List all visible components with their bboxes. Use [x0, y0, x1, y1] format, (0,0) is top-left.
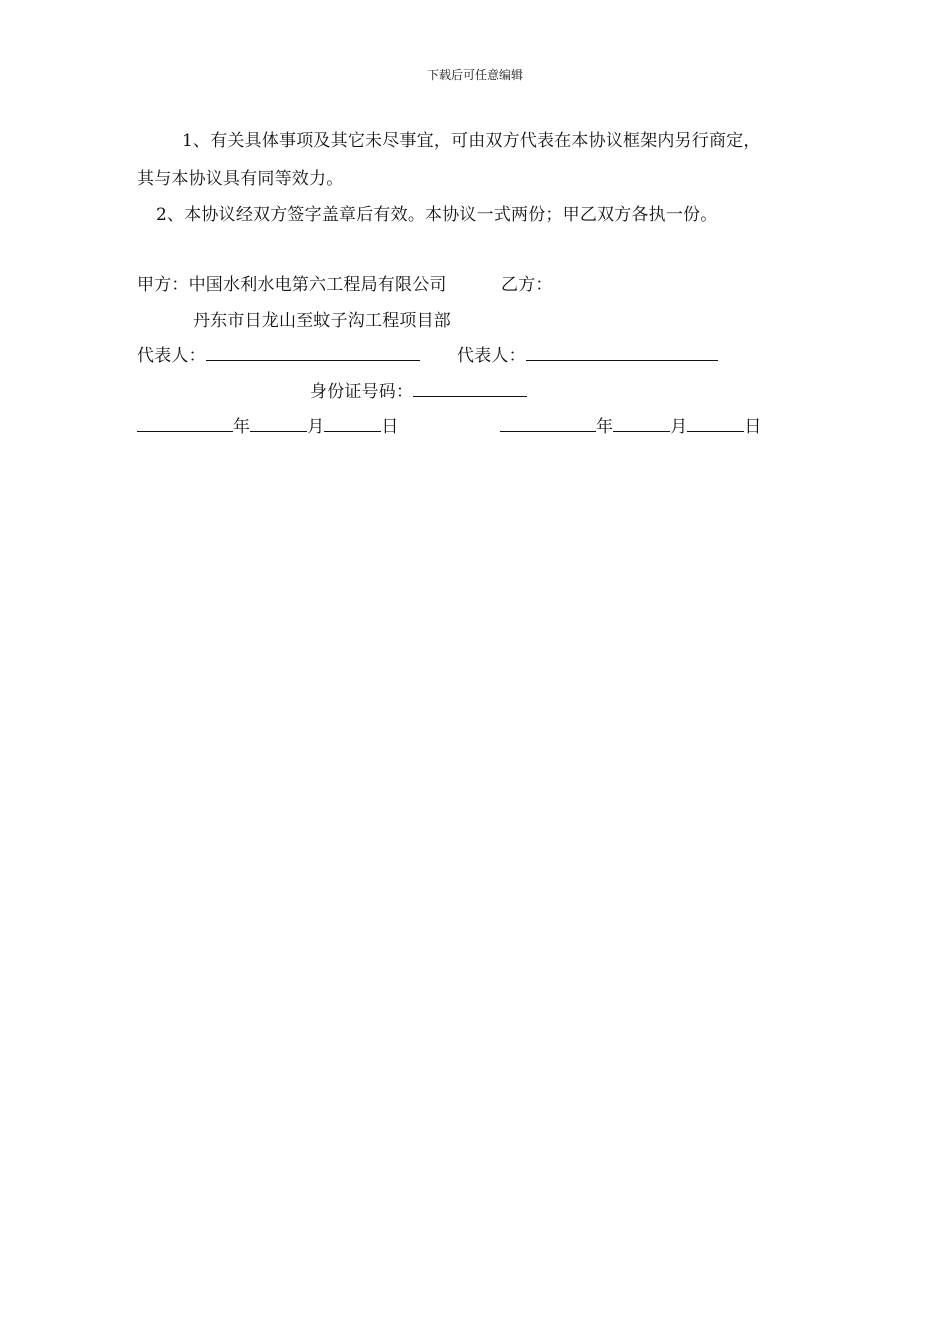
date-b-year-blank[interactable]: [500, 415, 596, 432]
date-b-day-blank[interactable]: [687, 415, 744, 432]
id-number-line: [310, 377, 527, 402]
party-a-department: 丹东市日龙山至蚊子沟工程项目部: [193, 311, 451, 331]
rep-a-label: 代表人：: [137, 346, 206, 366]
date-a-month-blank[interactable]: [250, 415, 307, 432]
id-number-blank[interactable]: [413, 380, 527, 397]
date-a-year-label: 年: [233, 417, 251, 437]
date-a-day-blank[interactable]: [324, 415, 381, 432]
date-a-month-label: 月: [307, 417, 325, 437]
date-b-year-label: 年: [596, 417, 614, 437]
party-a-label: 甲方：: [137, 275, 189, 295]
date-b-month-label: 月: [670, 417, 688, 437]
clause-1-line-1: 1、有关具体事项及其它未尽事宜，可由双方代表在本协议框架内另行商定，: [182, 131, 761, 151]
clause-1-line-2: 其与本协议具有同等效力。: [137, 169, 344, 189]
date-b-month-blank[interactable]: [613, 415, 670, 432]
date-a-year-blank[interactable]: [137, 415, 233, 432]
page-header: 下载后可任意编辑: [426, 68, 523, 82]
party-a-line: [137, 270, 447, 295]
rep-b-label: 代表人：: [457, 346, 526, 366]
party-a-name: 中国水利水电第六工程局有限公司: [188, 275, 447, 295]
rep-b-signature-blank[interactable]: [526, 344, 718, 361]
date-a-day-label: 日: [381, 417, 399, 437]
rep-a-line: [137, 341, 420, 366]
rep-a-signature-blank[interactable]: [206, 344, 420, 361]
rep-b-line: [457, 341, 718, 366]
date-a-line: [137, 412, 399, 437]
clause-2: 2、本协议经双方签字盖章后有效。本协议一式两份；甲乙双方各执一份。: [156, 205, 718, 225]
date-b-line: [500, 412, 762, 437]
party-b-label: 乙方：: [501, 275, 553, 295]
id-number-label: 身份证号码：: [310, 382, 414, 402]
date-b-day-label: 日: [744, 417, 762, 437]
